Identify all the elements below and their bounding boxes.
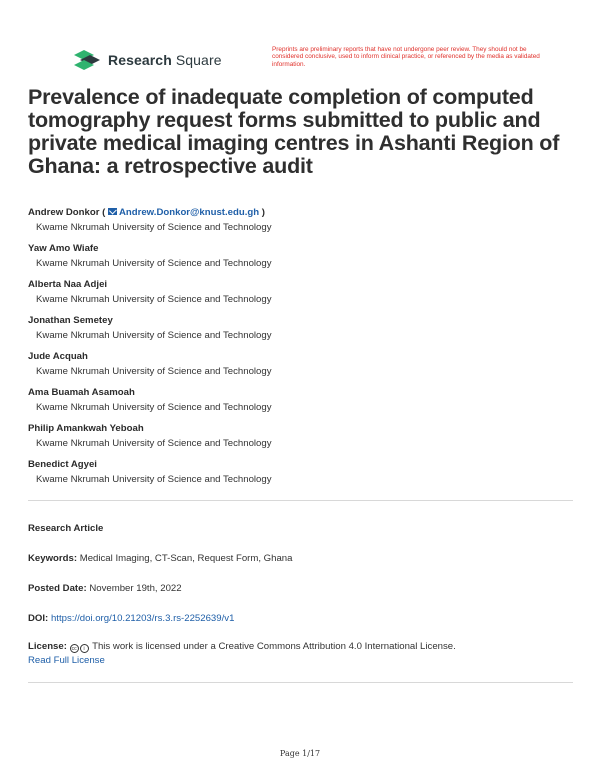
license [28,640,573,668]
author-affiliation: Kwame Nkrumah University of Science and Technology [36,330,272,341]
author-entry [28,242,573,278]
author-entry [28,314,573,350]
doi [28,612,573,626]
author-affiliation: Kwame Nkrumah University of Science and Technology [36,258,272,269]
author-affiliation: Kwame Nkrumah University of Science and Technology [36,222,272,233]
divider [28,682,573,683]
author-entry [28,422,573,458]
logo-text: Research Square [108,52,222,68]
research-square-logo[interactable] [72,48,222,72]
author-entry [28,278,573,314]
author-name: Ama Buamah Asamoah [28,387,135,398]
author-name: Yaw Amo Wiafe [28,243,99,254]
author-name: Benedict Agyei [28,459,97,470]
author-affiliation: Kwame Nkrumah University of Science and Technology [36,402,272,413]
page-number: Page 1/17 [279,749,321,758]
preprint-notice: Preprints are preliminary reports that have not undergone peer review. They should not be considered conclusive, used to inform clinical practice, or referenced by the media as validated information. [272,46,540,68]
article-type: Research Article [28,523,104,534]
author-list [28,206,573,494]
paper-title: Prevalence of inadequate completion of computed tomography request forms submitted to public and private medical imaging centres in Ashanti Region of Ghana: a retrospective audit [28,85,560,178]
author-affiliation: Kwame Nkrumah University of Science and Technology [36,294,272,305]
mail-icon [108,208,117,215]
author-name: Andrew Donkor [28,207,100,218]
keywords-value: Medical Imaging, CT-Scan, Request Form, Ghana [79,553,293,564]
author-affiliation: Kwame Nkrumah University of Science and Technology [36,366,272,377]
posted-date [28,582,573,596]
posted-date-value: November 19th, 2022 [89,583,182,594]
keywords-label: Keywords: [28,553,78,564]
author-name: Philip Amankwah Yeboah [28,423,144,434]
author-entry: Andrew Donkor ( Andrew.Donkor@knust.edu.gh ) Kwame Nkrumah University of Science and Technology [28,206,573,242]
author-affiliation: Kwame Nkrumah University of Science and Technology [36,474,272,485]
author-name: Jonathan Semetey [28,315,113,326]
attribution-icon: i [80,644,89,653]
author-email-link[interactable]: Andrew.Donkor@knust.edu.gh [118,207,260,218]
license-label: License: [28,641,67,652]
doi-label: DOI: [28,613,49,624]
license-text: This work is licensed under a Creative Commons Attribution 4.0 International License. [92,641,456,652]
author-affiliation: Kwame Nkrumah University of Science and Technology [36,438,272,449]
keywords [28,552,573,566]
creative-commons-icon: cc [71,646,77,652]
author-name: Alberta Naa Adjei [28,279,108,290]
read-full-license-link[interactable]: Read Full License [28,655,105,666]
divider [28,500,573,501]
posted-date-label: Posted Date: [28,583,87,594]
author-entry [28,458,573,494]
author-entry [28,386,573,422]
research-square-logo-icon [72,48,102,72]
author-name: Jude Acquah [28,351,88,362]
author-entry [28,350,573,386]
doi-link[interactable]: https://doi.org/10.21203/rs.3.rs-2252639/v1 [50,613,235,624]
